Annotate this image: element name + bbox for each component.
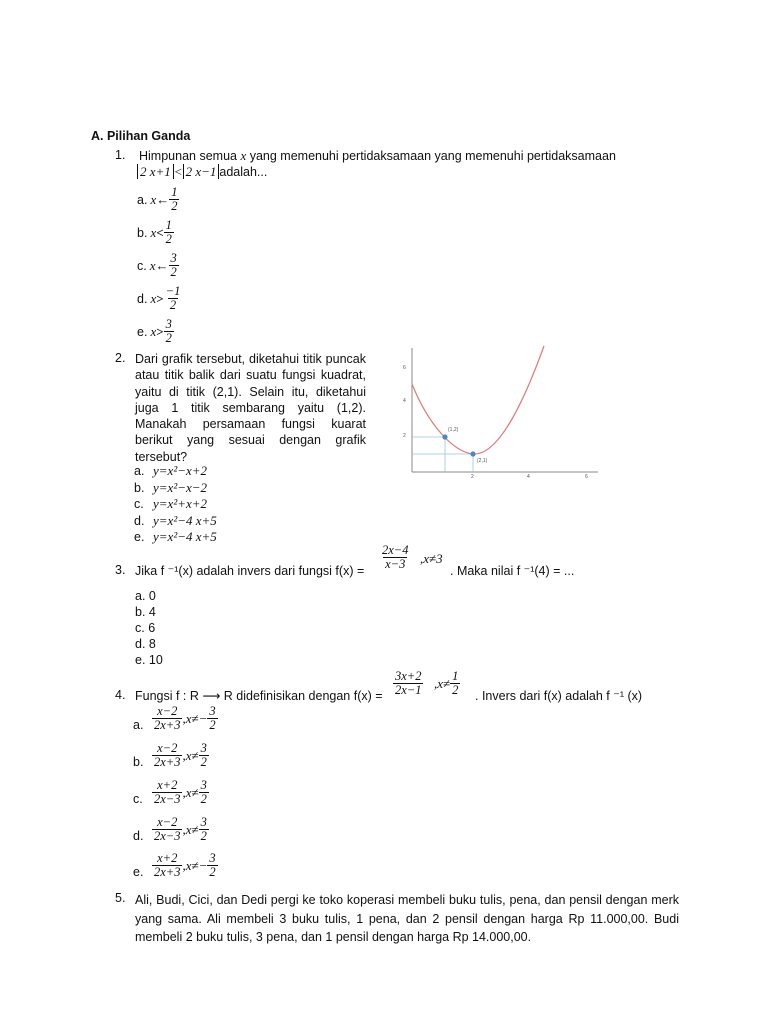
option-label: e. (134, 530, 145, 544)
fraction (199, 742, 209, 769)
option-item (137, 252, 179, 279)
numerator: x+2 (157, 778, 178, 792)
fraction (152, 852, 182, 879)
option-item: a. 0 (135, 589, 156, 603)
denominator: 2x−3 (154, 829, 181, 843)
y-tick: 4 (403, 398, 406, 404)
denominator: 2x−3 (154, 792, 181, 806)
option-item (134, 513, 217, 529)
variable: x (150, 191, 157, 207)
question-text: Dari grafik tersebut, diketahui titik puncak atau titik balik dari suatu fungsi kuadrat, yaitu di titik (2,1). Selain itu, diketahui juga 1 titik sembarang yaitu (1,2). Manakah persamaan fungsi kuarat berikut yang sesuai dengan grafik tersebut? (135, 352, 366, 464)
fraction (152, 779, 182, 806)
condition: ,x≠− (182, 710, 208, 726)
option-item (133, 742, 209, 769)
operator: > (156, 290, 164, 306)
option-item (133, 779, 209, 806)
denominator: 2 (209, 865, 216, 879)
option-item (134, 496, 207, 512)
numerator: 3 (209, 704, 216, 718)
equation: y=x²−4 x+5 (153, 529, 217, 544)
x-tick: 4 (527, 474, 530, 480)
condition: ,x≠ (182, 747, 199, 763)
denominator: 2 (171, 199, 178, 213)
numerator: 3 (170, 251, 177, 265)
denominator: 2x+3 (154, 755, 181, 769)
option-label: e. (137, 324, 148, 339)
denominator: 2 (200, 829, 207, 843)
option-label: a. (134, 464, 145, 478)
option-item (137, 285, 182, 312)
inequality: 2 x+1 < 2 x−1 adalah... (137, 164, 267, 180)
option-item (134, 480, 207, 496)
fraction (152, 816, 182, 843)
denominator: 2 (200, 755, 207, 769)
numerator: 3 (200, 815, 207, 829)
operator: ← (156, 191, 170, 207)
fraction (164, 219, 174, 246)
condition: ,x≠ $\frac{1}{2}$ (434, 669, 459, 697)
denominator: 2 (169, 298, 177, 312)
condition: ,x≠3 (420, 551, 443, 566)
option-item (137, 318, 174, 345)
numerator: x−2 (157, 704, 178, 718)
variable: x (150, 224, 157, 240)
numerator: 3 (200, 778, 207, 792)
option-label: a. (133, 718, 144, 732)
denominator: 2x+3 (154, 718, 181, 732)
operator: > (156, 323, 164, 339)
fraction: $\frac{3x+2}{2x-1}$ (395, 669, 422, 697)
option-item (133, 816, 209, 843)
denominator: 2 (165, 232, 172, 246)
equation: y=x²−x−2 (153, 479, 208, 495)
fraction (207, 705, 217, 732)
option-label: d. (133, 829, 144, 843)
equation: y=x²−4 x+5 (153, 512, 217, 528)
option-item (134, 463, 207, 479)
option-label: b. (137, 225, 148, 240)
numerator: 3 (200, 741, 207, 755)
fraction (199, 779, 209, 806)
fraction (152, 742, 182, 769)
x-tick: 6 (585, 474, 588, 480)
denominator: 2 (200, 792, 207, 806)
question-number: 5. (115, 891, 126, 905)
option-item (133, 705, 218, 732)
equation: y=x²−x+2 (153, 463, 208, 478)
question-number: 2. (115, 351, 126, 365)
option-label: e. (133, 865, 144, 879)
numerator: 1 (165, 218, 172, 232)
x-tick: 2 (471, 474, 474, 480)
point-label: (1,2) (448, 427, 459, 433)
condition: ,x≠ (182, 821, 199, 837)
variable: x (150, 290, 157, 306)
question-text: Jika f ⁻¹(x) adalah invers dari fungsi f(x) = (135, 564, 365, 578)
option-label: a. (137, 192, 148, 207)
variable: x (149, 257, 156, 273)
point-label: (2,1) (477, 458, 488, 464)
numerator: 1 (171, 185, 178, 199)
fraction (164, 318, 174, 345)
point-2-1 (470, 451, 475, 456)
question-text: . Invers dari f(x) adalah f ⁻¹ (x) (475, 689, 643, 703)
option-item: b. 4 (135, 605, 156, 619)
parabola-graph (398, 344, 598, 486)
fraction (207, 852, 217, 879)
denominator: 2 (209, 718, 216, 732)
question-number: 1. (115, 148, 126, 162)
option-item (137, 186, 179, 213)
operator: ← (155, 257, 169, 273)
numerator: x+2 (157, 851, 178, 865)
option-item (137, 219, 174, 246)
option-item: c. 6 (135, 621, 156, 635)
condition: ,x≠− (182, 857, 208, 873)
section-title: A. Pilihan Ganda (91, 129, 191, 143)
option-item: d. 8 (135, 637, 156, 651)
numerator: x−2 (157, 741, 178, 755)
numerator: 3 (209, 851, 216, 865)
condition: ,x≠ (182, 784, 199, 800)
question-number: 3. (115, 563, 126, 577)
question-text: Himpunan semua x yang memenuhi pertidaksamaan yang memenuhi pertidaksamaan (139, 148, 616, 163)
variable: x (150, 323, 157, 339)
fraction (152, 705, 182, 732)
operator: < (156, 224, 164, 240)
question-text: Ali, Budi, Cici, dan Dedi pergi ke toko koperasi membeli buku tulis, pena, dan pensil dengan merk yang sama. Ali membeli 3 buku tulis, 1 pena, dan 2 pensil dengan harga Rp 11.000,00. Budi membeli 2 buku tulis, 3 pena, dan 1 pensil dengan harga Rp 14.000,00. (135, 893, 679, 944)
fraction (169, 252, 179, 279)
question-text: . Maka nilai f ⁻¹(4) = ... (450, 564, 575, 578)
question-number: 4. (115, 688, 126, 702)
option-label: b. (133, 755, 144, 769)
fraction (199, 816, 209, 843)
question-text: Fungsi f : R ⟶ R didefinisikan dengan f(x) = (135, 689, 383, 703)
denominator: 2 (165, 331, 172, 345)
option-item (134, 529, 217, 545)
option-label: d. (137, 291, 148, 306)
numerator: −1 (165, 284, 181, 298)
option-label: c. (134, 497, 144, 511)
option-label: c. (137, 258, 147, 273)
numerator: x−2 (157, 815, 178, 829)
fraction (169, 186, 179, 213)
y-tick: 6 (403, 365, 406, 371)
point-1-2 (442, 434, 447, 439)
option-item: e. 10 (135, 653, 163, 667)
option-item (133, 852, 218, 879)
denominator: 2 (170, 265, 177, 279)
fraction: $\frac{2x-4}{x-3}$ (382, 543, 409, 571)
denominator: 2x+3 (154, 865, 181, 879)
option-label: c. (133, 792, 143, 806)
option-label: d. (134, 513, 145, 528)
numerator: 3 (165, 317, 172, 331)
option-label: b. (134, 480, 145, 495)
fraction (164, 285, 183, 312)
y-tick: 2 (403, 433, 406, 439)
equation: y=x²+x+2 (153, 496, 208, 511)
